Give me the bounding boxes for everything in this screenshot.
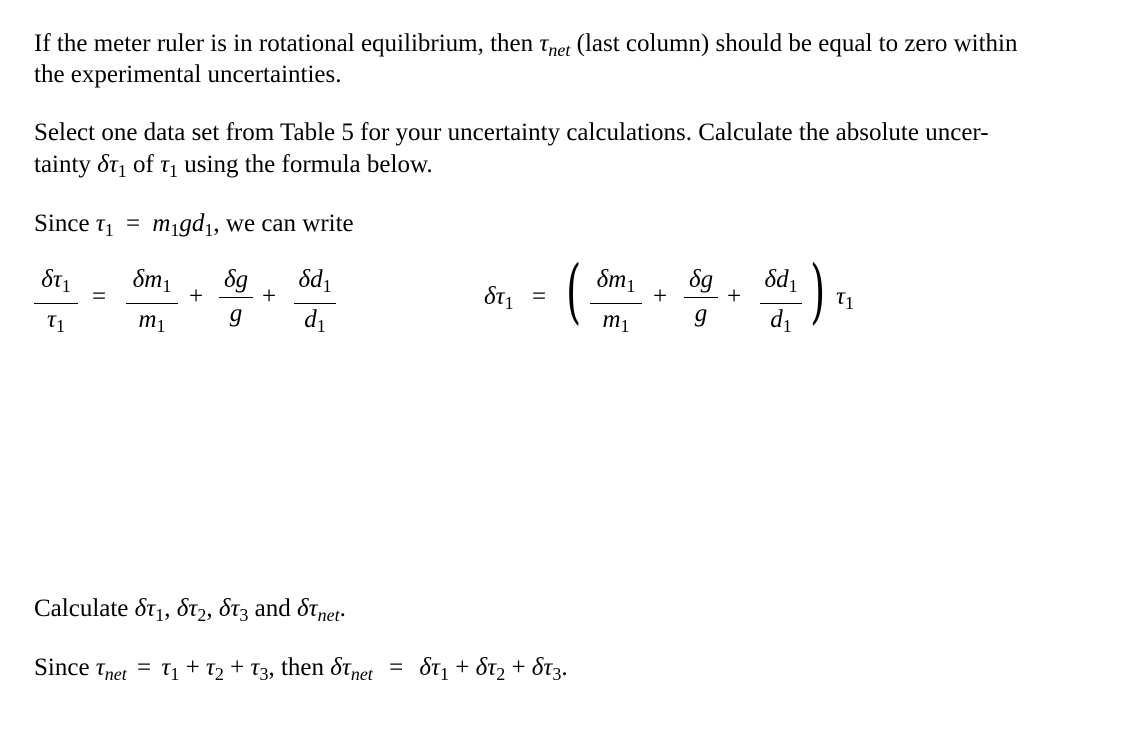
plus-sign: + <box>262 283 277 310</box>
text: If the meter ruler is in rotational equilibrium, then <box>34 30 540 57</box>
fraction-dd-d: $\delta d_1$ $d_1$ <box>294 266 336 340</box>
fraction-dtau-tau: $\delta\tau_1$ $\tau_1$ <box>34 266 78 340</box>
fraction-dm-m: $\delta m_1$ $m_1$ <box>590 266 642 340</box>
since-line-1 <box>34 208 354 246</box>
paragraph-1-line-2: the experimental uncertainties. <box>34 61 342 88</box>
text: tainty <box>34 151 98 178</box>
paragraph-2-line-2 <box>34 149 433 187</box>
paragraph-2-line-1: Select one data set from Table 5 for your uncertainty calculations. Calculate the absolute uncer- <box>34 119 989 146</box>
text: (last column) should be equal to zero within <box>570 30 1018 57</box>
net-subscript: net <box>548 40 571 61</box>
text: , we can write <box>213 210 354 237</box>
plus-sign: + <box>189 283 204 310</box>
right-paren: ) <box>810 250 826 332</box>
m-symbol: m <box>152 210 171 237</box>
delta-tau-1: $\delta\tau_1$ <box>484 283 514 314</box>
subscript: 1 <box>170 220 180 241</box>
calculate-line: Calculate $\delta\tau_1$, $\delta\tau_2$, $\delta\tau_3$ and $\delta\tau_{net}$. <box>34 595 346 626</box>
tau-1: $\tau_1$ <box>836 283 854 314</box>
fraction-dd-d: $\delta d_1$ $d_1$ <box>760 266 802 340</box>
tau-symbol: τ <box>108 151 118 178</box>
plus-sign: + <box>727 283 742 310</box>
subscript: 1 <box>104 220 114 241</box>
fraction-dg-g: δg g <box>684 266 718 328</box>
fraction-dg-g: δg g <box>219 266 253 328</box>
text: Calculate <box>34 595 135 622</box>
plus-sign: + <box>653 283 668 310</box>
text: Since <box>34 210 96 237</box>
tau-symbol: τ <box>95 210 105 237</box>
d-symbol: d <box>191 210 205 237</box>
left-paren: ( <box>566 250 582 332</box>
since-line-2: Since $\tau_{net} = \tau_1 + \tau_2 + \tau_3$, then $\delta\tau_{net} = \delta\tau_1 + \delta\tau_2 + \delta\tau_3$. <box>34 654 568 685</box>
equals-sign: = <box>532 283 547 310</box>
tau-symbol: τ <box>539 30 549 57</box>
equals-sign: = <box>119 210 147 237</box>
text: Since <box>34 654 96 681</box>
fraction-dm-m: $\delta m_1$ $m_1$ <box>126 266 178 340</box>
text: using the formula below. <box>178 151 433 178</box>
subscript: 1 <box>204 220 214 241</box>
g-symbol: g <box>179 210 192 237</box>
subscript: 1 <box>117 161 127 182</box>
subscript: 1 <box>169 161 179 182</box>
delta-symbol: δ <box>97 151 109 178</box>
equals-sign: = <box>92 283 107 310</box>
text: of <box>126 151 161 178</box>
tau-symbol: τ <box>160 151 170 178</box>
